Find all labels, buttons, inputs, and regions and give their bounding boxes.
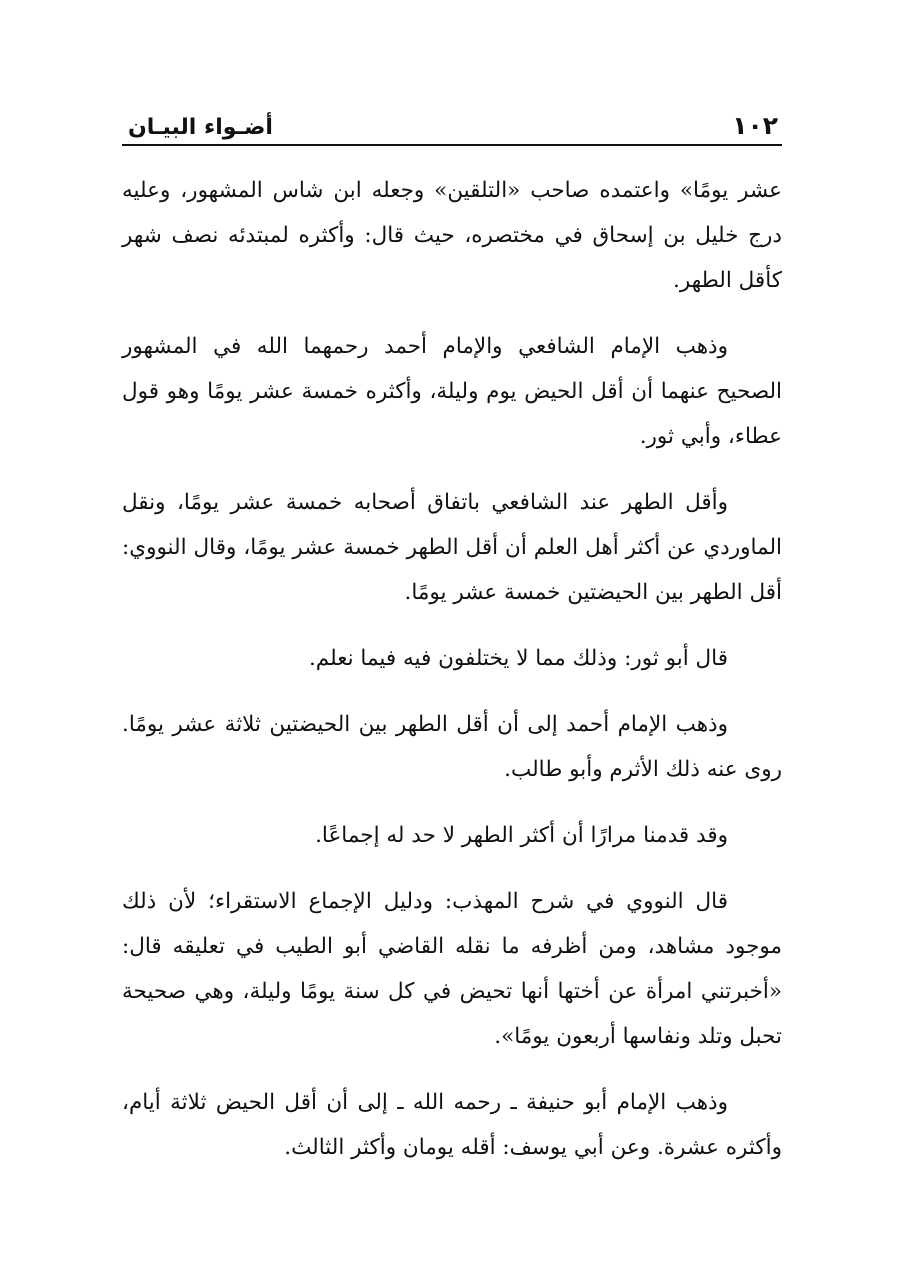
paragraph: وأقل الطهر عند الشافعي باتفاق أصحابه خمسة عشر يومًا، ونقل الماوردي عن أكثر أهل العلم أن أقل الطهر خمسة عشر يومًا، وقال النووي: أقل الطهر بين الحيضتين خمسة عشر يومًا. <box>122 490 782 605</box>
book-page <box>122 100 782 1191</box>
paragraph: وقد قدمنا مرارًا أن أكثر الطهر لا حد له إجماعًا. <box>315 823 728 848</box>
paragraph: وذهب الإمام الشافعي والإمام أحمد رحمهما الله في المشهور الصحيح عنهما أن أقل الحيض يوم وليلة، وأكثره خمسة عشر يومًا وهو قول عطاء، وأبي ثور. <box>122 334 782 449</box>
paragraph: وذهب الإمام أبو حنيفة ـ رحمه الله ـ إلى أن أقل الحيض ثلاثة أيام، وأكثره عشرة. وعن أبي يوسف: أقله يومان وأكثر الثالث. <box>122 1090 782 1160</box>
paragraph: قال النووي في شرح المهذب: ودليل الإجماع الاستقراء؛ لأن ذلك موجود مشاهد، ومن أظرفه ما نقله القاضي أبو الطيب في تعليقه قال: «أخبرتني امرأة عن أختها أنها تحيض في كل سنة يومًا وليلة، وهي صحيحة تحبل وتلد ونفاسها أربعون يومًا». <box>122 889 782 1049</box>
paragraph: وذهب الإمام أحمد إلى أن أقل الطهر بين الحيضتين ثلاثة عشر يومًا. روى عنه ذلك الأثرم وأبو طالب. <box>122 712 782 782</box>
page-number: ١٠٢ <box>732 111 778 140</box>
book-title: أضـواء البيـان <box>128 115 273 140</box>
page-header <box>122 100 782 146</box>
page-body <box>122 168 782 1170</box>
paragraph: قال أبو ثور: وذلك مما لا يختلفون فيه فيما نعلم. <box>308 646 728 671</box>
paragraph-continuation: عشر يومًا» واعتمده صاحب «التلقين» وجعله ابن شاس المشهور، وعليه درج خليل بن إسحاق في مختصره، حيث قال: وأكثره لمبتدئه نصف شهر كأقل الطهر. <box>122 178 782 293</box>
